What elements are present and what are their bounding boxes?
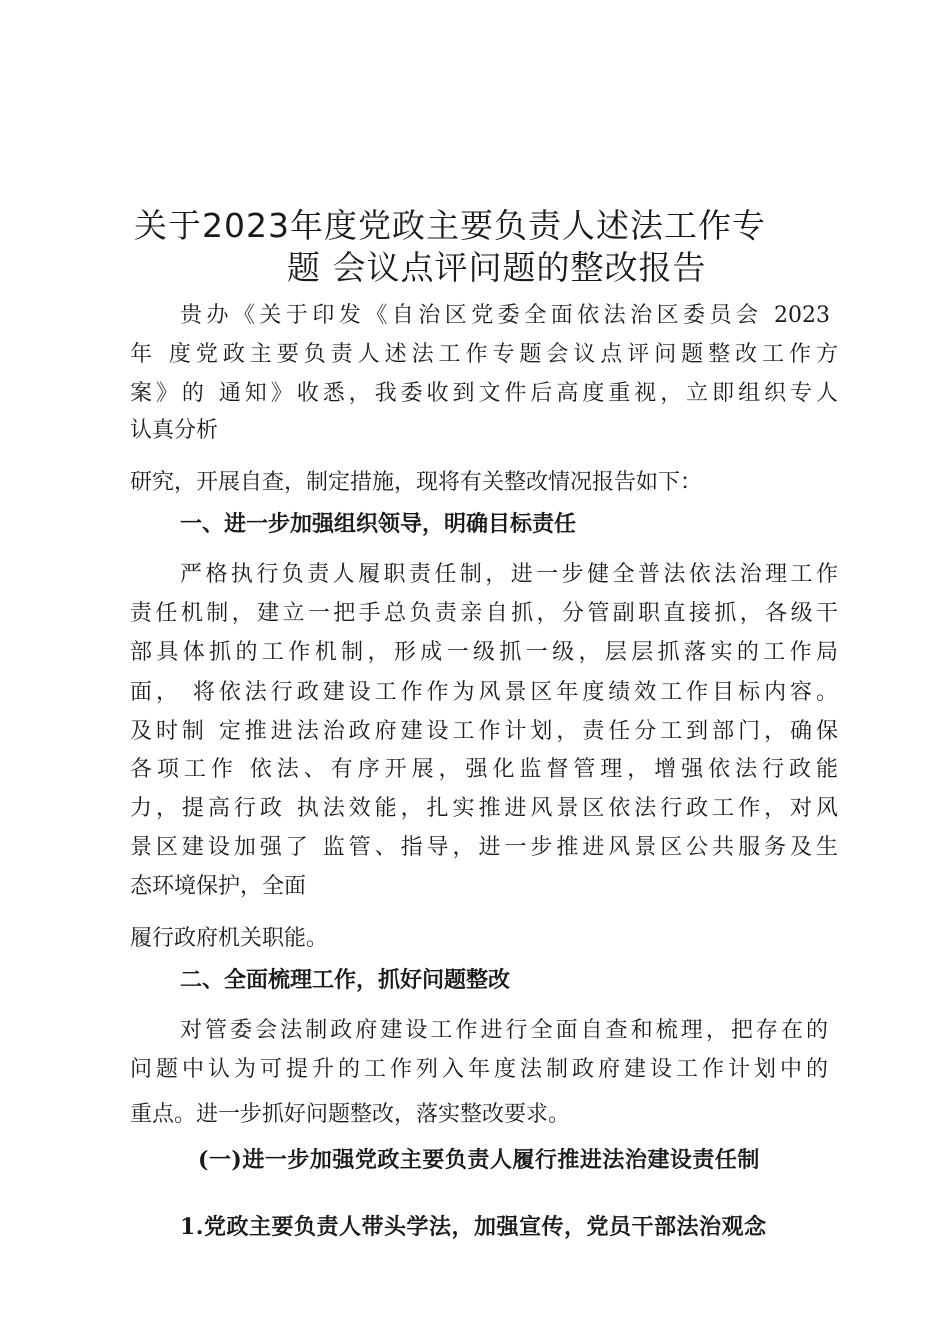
intro-line-1: 贵办《关于印发《自治区党委全面依法治区委员会 2023 [180,303,830,328]
item-1: 1.党政主要负责人带头学法，加强宣传，党员干部法治观念 [180,1214,767,1240]
document-title-line-2: 题 会议点评问题的整改报告 [287,248,707,287]
subsection-1-heading: (一)进一步加强党政主要负责人履行推进法治建设责任制 [198,1147,760,1173]
intro-line-3: 案》的 通知》收悉，我委收到文件后高度重视，立即组织专人 [130,381,838,406]
intro-line-5: 研究，开展自查，制定措施，现将有关整改情况报告如下： [130,470,703,495]
section-1-line-5: 及时制 定推进法治政府建设工作计划，责任分工到部门，确保 [130,719,838,744]
section-1-heading: 一、进一步加强组织领导，明确目标责任 [180,512,577,537]
section-1-line-3: 部具体抓的工作机制，形成一级抓一级，层层抓落实的工作局 [130,640,838,665]
intro-line-4: 认真分析 [130,418,219,443]
section-1-line-6: 各项工作 依法、有序开展，强化监督管理，增强依法行政能 [130,757,838,782]
section-2-line-3: 重点。进一步抓好问题整改，落实整改要求。 [130,1102,571,1127]
section-1-line-9: 态环境保护，全面 [130,874,307,899]
section-1-line-1: 严格执行负责人履职责任制，进一步健全普法依法治理工作 [180,562,838,587]
section-2-line-2: 问题中认为可提升的工作列入年度法制政府建设工作计划中的 [130,1057,828,1082]
section-1-line-2: 责任机制，建立一把手总负责亲自抓，分管副职直接抓，各级干 [130,601,838,626]
section-2-heading: 二、全面梳理工作，抓好问题整改 [180,968,511,993]
intro-line-2: 年 度党政主要负责人述法工作专题会议点评问题整改工作方 [130,342,838,367]
section-1-line-4: 面， 将依法行政建设工作作为风景区年度绩效工作目标内容。 [130,680,838,705]
section-1-line-7: 力，提高行政 执法效能，扎实推进风景区依法行政工作，对风 [130,796,838,821]
section-2-line-1: 对管委会法制政府建设工作进行全面自查和梳理，把存在的 [180,1018,828,1043]
document-title-line-1: 关于2023年度党政主要负责人述法工作专 [134,206,766,245]
section-1-line-8: 景区建设加强了 监管、指导，进一步推进风景区公共服务及生 [130,835,838,860]
section-1-line-10: 履行政府机关职能。 [130,926,329,951]
